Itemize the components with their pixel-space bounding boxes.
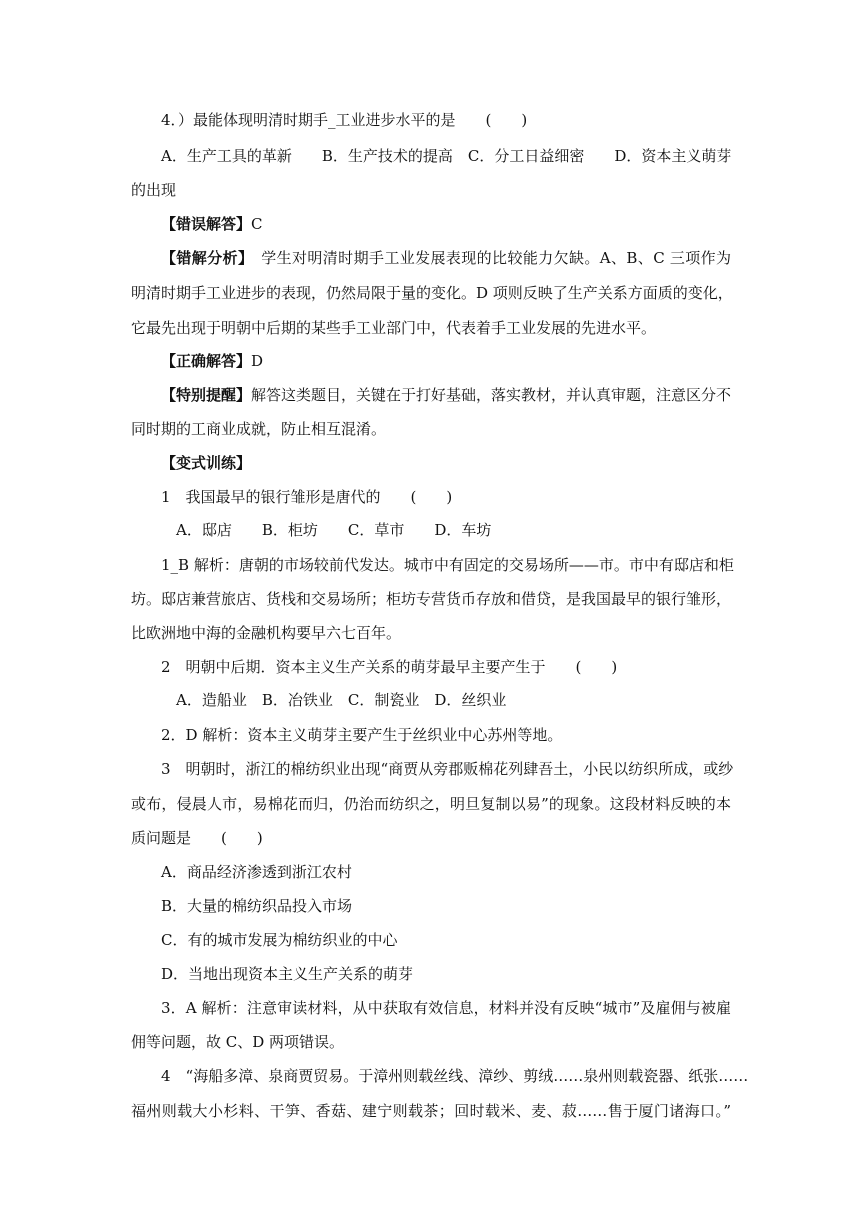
analysis-label: 【错解分析】	[161, 249, 246, 267]
variant-1-answer-3: 比欧洲地中海的金融机构要早六七百年。	[131, 624, 402, 642]
variant-3-stem-2: 或布，侵晨人市，易棉花而归，仍治而纺织之，明旦复制以易”的现象。这段材料反映的本	[131, 795, 731, 813]
variant-3-option-b: B．大量的棉纺织品投入市场	[161, 897, 353, 915]
question-4-options: A．生产工具的革新 B．生产技术的提高 C．分工日益细密 D．资本主义萌芽	[161, 147, 732, 165]
variant-3-option-a: A．商品经济渗透到浙江农村	[161, 863, 352, 881]
variant-heading	[161, 453, 761, 473]
variant-1-answer-1: 1_B 解析：唐朝的市场较前代发达。城市中有固定的交易场所——市。市中有邸店和柜	[161, 556, 734, 574]
analysis-line-1	[161, 248, 731, 268]
tip-label: 【特别提醒】	[161, 386, 252, 404]
variant-3-option-c: C．有的城市发展为棉纺织业的中心	[161, 931, 398, 949]
correct-answer-value: D	[251, 352, 264, 370]
variant-4-stem-1: 4 “海船多漳、泉商贾贸易。于漳州则载丝线、漳纱、剪绒……泉州则载瓷器、纸张……	[161, 1067, 749, 1085]
variant-3-answer-2: 佣等问题，故 C、D 两项错误。	[131, 1033, 345, 1051]
wrong-answer-value: C	[251, 215, 263, 233]
wrong-answer-label: 【错误解答】	[161, 215, 252, 233]
variant-3-stem-3: 质问题是 ( )	[131, 829, 263, 847]
correct-answer-label: 【正确解答】	[161, 352, 252, 370]
question-4-stem: 4．）最能体现明清时期手_工业进步水平的是 ( )	[161, 111, 528, 129]
variant-2-options: A．造船业 B．冶铁业 C．制瓷业 D．丝织业	[176, 691, 507, 709]
wrong-answer-line	[161, 214, 761, 234]
variant-3-stem-1: 3 明朝时，浙江的棉纺织业出现“商贾从旁郡贩棉花列肆吾土，小民以纺织所成，或纱	[161, 760, 734, 778]
tip-text-1: 解答这类题目，关键在于打好基础，落实教材，并认真审题，注意区分不	[251, 386, 732, 404]
variant-3-option-d: D．当地出现资本主义生产关系的萌芽	[161, 965, 414, 983]
analysis-text-1: 学生对明清时期手工业发展表现的比较能力欠缺。A、B、C 三项作为	[245, 249, 731, 267]
analysis-line-2: 明清时期手工业进步的表现，仍然局限于量的变化。D 项则反映了生产关系方面质的变化，	[131, 284, 733, 302]
variant-heading-text: 【变式训练】	[161, 454, 252, 472]
variant-3-answer-1: 3．A 解析：注意审读材料，从中获取有效信息，材料并没有反映“城市”及雇佣与被雇	[161, 999, 731, 1017]
variant-2-stem: 2 明朝中后期．资本主义生产关系的萌芽最早主要产生于 ( )	[161, 658, 618, 676]
correct-answer-line	[161, 351, 761, 371]
variant-4-stem-2: 福州则载大小杉料、干笋、香菇、建宁则载茶；回时载米、麦、菽……售于厦门诸海口。”	[131, 1102, 731, 1120]
variant-1-answer-2: 坊。邸店兼营旅店、货栈和交易场所；柜坊专营货币存放和借贷，是我国最早的银行雏形，	[131, 590, 732, 608]
variant-2-answer: 2．D 解析：资本主义萌芽主要产生于丝织业中心苏州等地。	[161, 726, 563, 744]
question-4-options-cont: 的出现	[131, 181, 177, 199]
variant-1-stem: 1 我国最早的银行雏形是唐代的 ( )	[161, 488, 453, 506]
variant-1-options: A．邸店 B．柜坊 C．草市 D．车坊	[176, 521, 492, 539]
tip-line-1	[161, 385, 731, 405]
tip-line-2: 同时期的工商业成就，防止相互混淆。	[131, 420, 387, 438]
analysis-line-3: 它最先出现于明朝中后期的某些手工业部门中，代表着手工业发展的先进水平。	[131, 319, 657, 337]
